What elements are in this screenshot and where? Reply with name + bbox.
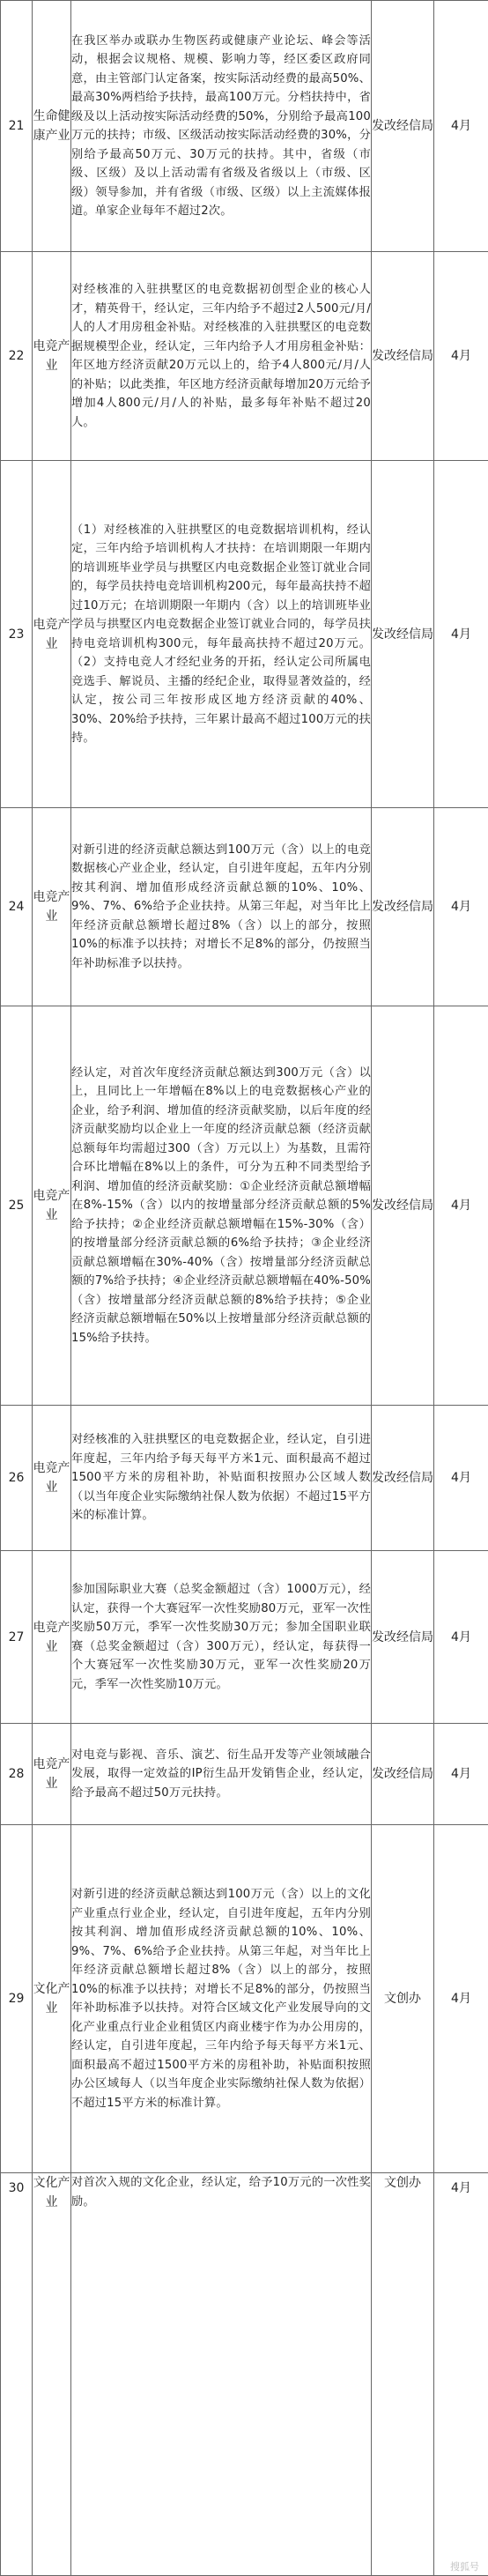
row-number: 28 bbox=[1, 1724, 33, 1825]
time-limit: 4月 bbox=[434, 1, 488, 252]
industry-category: 电竞产业 bbox=[33, 252, 71, 461]
row-number: 29 bbox=[1, 1825, 33, 2173]
row-number: 30 bbox=[1, 2173, 33, 2576]
responsible-department: 发改经信局 bbox=[372, 808, 434, 1006]
table-row bbox=[1, 252, 488, 461]
row-number: 21 bbox=[1, 1, 33, 252]
table-row bbox=[1, 1006, 488, 1406]
table-row bbox=[1, 2173, 488, 2576]
industry-category: 电竞产业 bbox=[33, 808, 71, 1006]
industry-category: 生命健康产业 bbox=[33, 1, 71, 252]
policy-content: （1）对经核准的入驻拱墅区的电竞数据培训机构，经认定，三年内给予培训机构人才扶持：在培训期限一年期内的培训班毕业学员与拱墅区内电竞数据企业签订就业合同的，每学员扶持电竞培训机构200元，每年最高扶持不超过10万元；在培训期限一年期内（含）以上的培训班毕业学员与拱墅区内电竞数据企业签订就业合同的，每学员扶持电竞培训机构300元，每年最高扶持不超过20万元。（2）支持电竞人才经纪业务的开拓，经认定公司所属电竞选手、解说员、主播的经纪企业，取得显著效益的，经认定，按公司三年按形成区地方经济贡献的40%、30%、20%给予扶持，三年累计最高不超过100万元的扶持。 bbox=[71, 461, 372, 808]
row-number: 26 bbox=[1, 1406, 33, 1551]
policy-content: 对新引进的经济贡献总额达到100万元（含）以上的电竞数据核心产业企业，经认定，自引进年度起，五年内分别按其利润、增加值形成经济贡献总额的10%、10%、9%、7%、6%给予企业扶持。从第三年起，对当年比上年经济贡献总额增长超过8%（含）以上的部分，按照10%的标准予以扶持；对增长不足8%的部分，仍按照当年补助标准予以扶持。 bbox=[71, 808, 372, 1006]
time-limit: 4月 bbox=[434, 1724, 488, 1825]
time-limit: 4月 bbox=[434, 2173, 488, 2576]
time-limit: 4月 bbox=[434, 1406, 488, 1551]
table-row bbox=[1, 1, 488, 252]
policy-content: 经认定，对首次年度经济贡献总额达到300万元（含）以上，且同比上一年增幅在8%以上的电竞数据核心产业的企业，给予利润、增加值的经济贡献奖励，以后年度的经济贡献奖励均以企业上一年度的经济贡献总额（经济贡献总额每年均需超过300（含）万元以上）为基数，且需符合环比增幅在8%以上的条件，可分为五种不同类型给予利润、增加值的经济贡献奖励：①企业经济贡献总额增幅在8%-15%（含）以内的按增量部分经济贡献总额的5%给予扶持；②企业经济贡献总额增幅在15%-30%（含）的按增量部分经济贡献总额的6%给予扶持；③企业经济贡献总额增幅在30%-40%（含）按增量部分经济贡献总额的7%给予扶持；④企业经济贡献总额增幅在40%-50%（含）按增量部分经济贡献总额的8%给予扶持；⑤企业经济贡献总额增幅在50%以上按增量部分经济贡献总额的15%给予扶持。 bbox=[71, 1006, 372, 1406]
responsible-department: 发改经信局 bbox=[372, 461, 434, 808]
responsible-department: 发改经信局 bbox=[372, 1551, 434, 1724]
watermark: 搜狐号 bbox=[450, 2559, 479, 2573]
time-limit: 4月 bbox=[434, 808, 488, 1006]
responsible-department: 文创办 bbox=[372, 2173, 434, 2576]
time-limit: 4月 bbox=[434, 1006, 488, 1406]
row-number: 27 bbox=[1, 1551, 33, 1724]
table-row bbox=[1, 1825, 488, 2173]
policy-content: 对电竞与影视、音乐、演艺、衍生品开发等产业领域融合发展，取得一定效益的IP衍生品开发销售企业，经认定，给予最高不超过50万元扶持。 bbox=[71, 1724, 372, 1825]
responsible-department: 发改经信局 bbox=[372, 1406, 434, 1551]
policy-content: 对经核准的入驻拱墅区的电竞数据初创型企业的核心人才，精英骨干，经认定，三年内给予不超过2人500元/月/人的人才用房租金补贴。对经核准的入驻拱墅区的电竞数据规模型企业，经认定，三年内给予人才用房租金补贴：年区地方经济贡献20万元以上的，给予4人800元/月/人的补贴；以此类推，年区地方经济贡献每增加20万元给予增加4人800元/月/人的补贴，最多每年补贴不超过20人。 bbox=[71, 252, 372, 461]
time-limit: 4月 bbox=[434, 1825, 488, 2173]
time-limit: 4月 bbox=[434, 1551, 488, 1724]
industry-category: 电竞产业 bbox=[33, 1406, 71, 1551]
row-number: 25 bbox=[1, 1006, 33, 1406]
responsible-department: 文创办 bbox=[372, 1825, 434, 2173]
policy-content: 对经核准的入驻拱墅区的电竞数据企业，经认定，自引进年度起，三年内给予每天每平方米1元、面积最高不超过1500平方米的房租补助，补贴面积按照办公区域人数（以当年度企业实际缴纳社保人数为依据）不超过15平方米的标准计算。 bbox=[71, 1406, 372, 1551]
industry-category: 电竞产业 bbox=[33, 1724, 71, 1825]
industry-category: 文化产业 bbox=[33, 1825, 71, 2173]
time-limit: 4月 bbox=[434, 461, 488, 808]
industry-category: 电竞产业 bbox=[33, 1006, 71, 1406]
time-limit: 4月 bbox=[434, 252, 488, 461]
row-number: 24 bbox=[1, 808, 33, 1006]
responsible-department: 发改经信局 bbox=[372, 252, 434, 461]
row-number: 22 bbox=[1, 252, 33, 461]
industry-category: 电竞产业 bbox=[33, 461, 71, 808]
policy-content: 对新引进的经济贡献总额达到100万元（含）以上的文化产业重点行业企业，经认定，自引进年度起，五年内分别按其利润、增加值形成经济贡献总额的10%、10%、9%、7%、6%给予企业扶持。从第三年起，对当年比上年经济贡献总额增长超过8%（含）以上的部分，按照10%的标准予以扶持；对增长不足8%的部分，仍按照当年补助标准予以扶持。对符合区域文化产业发展导向的文化产业重点行业企业租赁区内商业楼宇作为办公用房的，经认定，自引进年度起，三年内给予每天每平方米1元、面积最高不超过1500平方米的房租补助，补贴面积按照办公区域每人（以当年度企业实际缴纳社保人数为依据）不超过15平方米的标准计算。 bbox=[71, 1825, 372, 2173]
table-row bbox=[1, 808, 488, 1006]
responsible-department: 发改经信局 bbox=[372, 1006, 434, 1406]
table-row bbox=[1, 1406, 488, 1551]
policy-content: 在我区举办或联办生物医药或健康产业论坛、峰会等活动，根据会议规格、规模、影响力等，经区委区政府同意，由主管部门认定备案，按实际活动经费的最高50%、最高30%两档给予扶持，最高100万元。分档扶持中，省级及以上活动按实际活动经费的50%，分别给予最高100万元的扶持；市级、区级活动按实际活动经费的30%，分别给予最高50万元、30万元的扶持。其中，省级（市级、区级）及以上活动需有省级及省级以上（市级、区级）领导参加，并有省级（市级、区级）以上主流媒体报道。单家企业每年不超过2次。 bbox=[71, 1, 372, 252]
policy-content: 对首次入规的文化企业，经认定，给予10万元的一次性奖励。 bbox=[71, 2173, 372, 2576]
policy-content: 参加国际职业大赛（总奖金额超过（含）1000万元），经认定，获得一个大赛冠军一次性奖励80万元，亚军一次性奖励50万元，季军一次性奖励30万元；参加全国职业联赛（总奖金额超过（含）300万元），经认定，每获得一个大赛冠军一次性奖励30万元，亚军一次性奖励20万元，季军一次性奖励10万元。 bbox=[71, 1551, 372, 1724]
table-row bbox=[1, 1551, 488, 1724]
industry-category: 文化产业 bbox=[33, 2173, 71, 2576]
row-number: 23 bbox=[1, 461, 33, 808]
table-row bbox=[1, 461, 488, 808]
industry-category: 电竞产业 bbox=[33, 1551, 71, 1724]
table-row bbox=[1, 1724, 488, 1825]
responsible-department: 发改经信局 bbox=[372, 1724, 434, 1825]
responsible-department: 发改经信局 bbox=[372, 1, 434, 252]
